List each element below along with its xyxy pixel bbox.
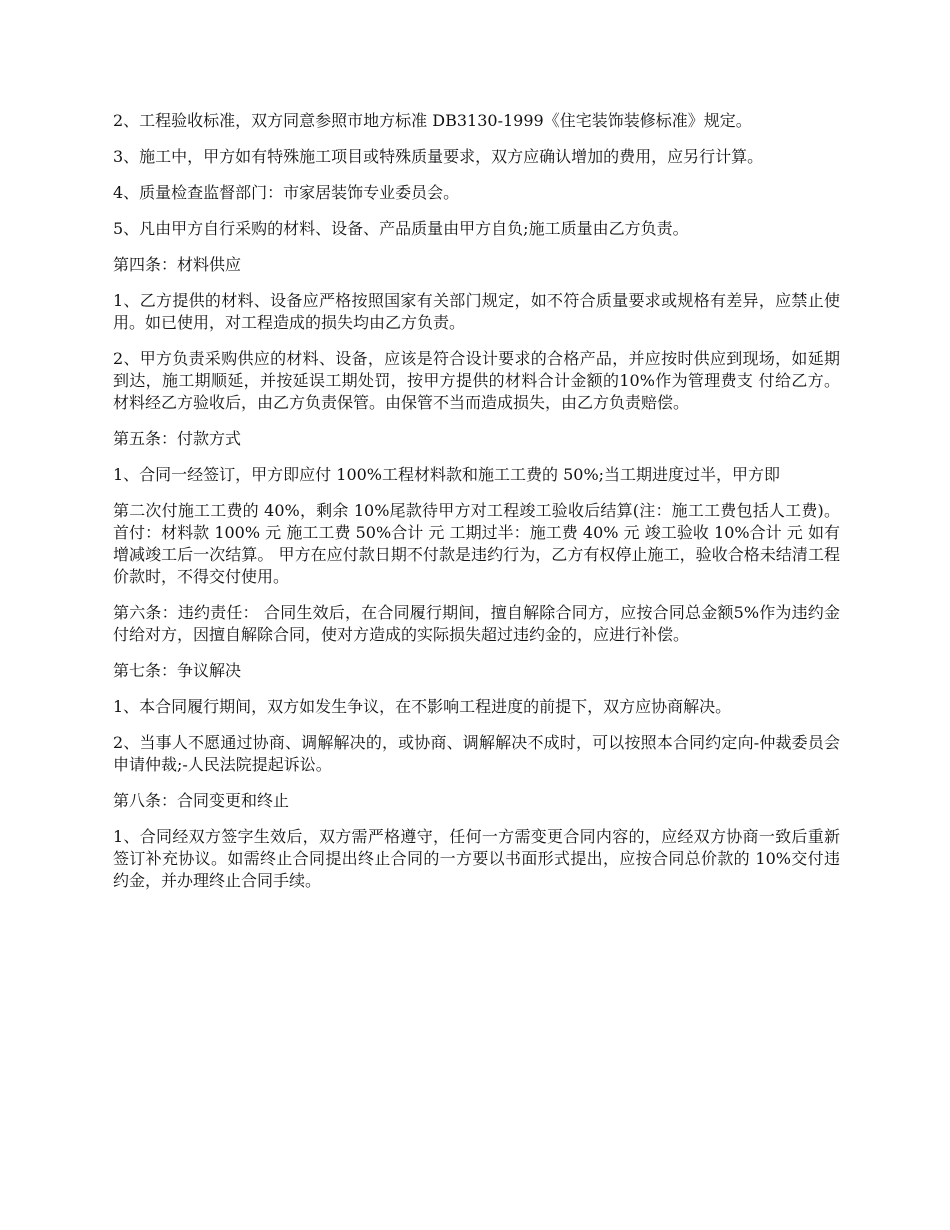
document-body <box>113 110 840 906</box>
section-heading-dispute-resolution: 第七条：争议解决 <box>113 661 242 680</box>
section-heading-payment-method: 第五条：付款方式 <box>113 429 242 448</box>
dispute-clause-2: 2、当事人不愿通过协商、调解解决的，或协商、调解解决不成时，可以按照本合同约定向-仲裁委员会申请仲裁;-人民法院提起诉讼。 <box>113 733 840 774</box>
section-heading-contract-change: 第八条：合同变更和终止 <box>113 791 290 810</box>
material-supply-clause-1: 1、乙方提供的材料、设备应严格按照国家有关部门规定，如不符合质量要求或规格有差异，应禁止使用。如已使用，对工程造成的损失均由乙方负责。 <box>113 291 840 332</box>
section-heading-material-supply: 第四条：材料供应 <box>113 255 242 274</box>
payment-clause-1: 1、合同一经签订，甲方即应付 100%工程材料款和施工工费的 50%;当工期进度过半，甲方即 <box>113 465 781 484</box>
clause-4-supervision-department: 4、质量检查监督部门：市家居装饰专业委员会。 <box>113 183 460 202</box>
material-supply-clause-2: 2、甲方负责采购供应的材料、设备，应该是符合设计要求的合格产品，并应按时供应到现场，如延期到达，施工期顺延，并按延误工期处罚，按甲方提供的材料合计金额的10%作为管理费支 付给乙方。材料经乙方验收后，由乙方负责保管。由保管不当而造成损失，由乙方负责赔偿。 <box>113 349 840 412</box>
payment-clause-2: 第二次付施工工费的 40%，剩余 10%尾款待甲方对工程竣工验收后结算(注：施工工费包括人工费)。 首付：材料款 100% 元 施工工费 50%合计 元 工期过半：施工费 40% 元 竣工验收 10%合计 元 如有增减竣工后一次结算。 甲方在应付款日期不付款是违约行为，乙方有权停止施工，验收合格未结清工程价款时，不得交付使用。 <box>113 501 840 586</box>
clause-3-special-requirements: 3、施工中，甲方如有特殊施工项目或特殊质量要求，双方应确认增加的费用，应另行计算。 <box>113 147 764 166</box>
section-breach-liability: 第六条：违约责任： 合同生效后，在合同履行期间，擅自解除合同方，应按合同总金额5%作为违约金付给对方，因擅自解除合同，使对方造成的实际损失超过违约金的，应进行补偿。 <box>113 603 840 644</box>
clause-2-acceptance-standard: 2、工程验收标准，双方同意参照市地方标准 DB3130-1999《住宅装饰装修标准》规定。 <box>113 111 752 130</box>
contract-change-clause-1: 1、合同经双方签字生效后，双方需严格遵守，任何一方需变更合同内容的，应经双方协商一致后重新签订补充协议。如需终止合同提出终止合同的一方要以书面形式提出，应按合同总价款的 10%交付违约金，并办理终止合同手续。 <box>113 827 840 890</box>
clause-5-quality-responsibility: 5、凡由甲方自行采购的材料、设备、产品质量由甲方自负;施工质量由乙方负责。 <box>113 219 689 238</box>
dispute-clause-1: 1、本合同履行期间，双方如发生争议，在不影响工程进度的前提下，双方应协商解决。 <box>113 697 732 716</box>
